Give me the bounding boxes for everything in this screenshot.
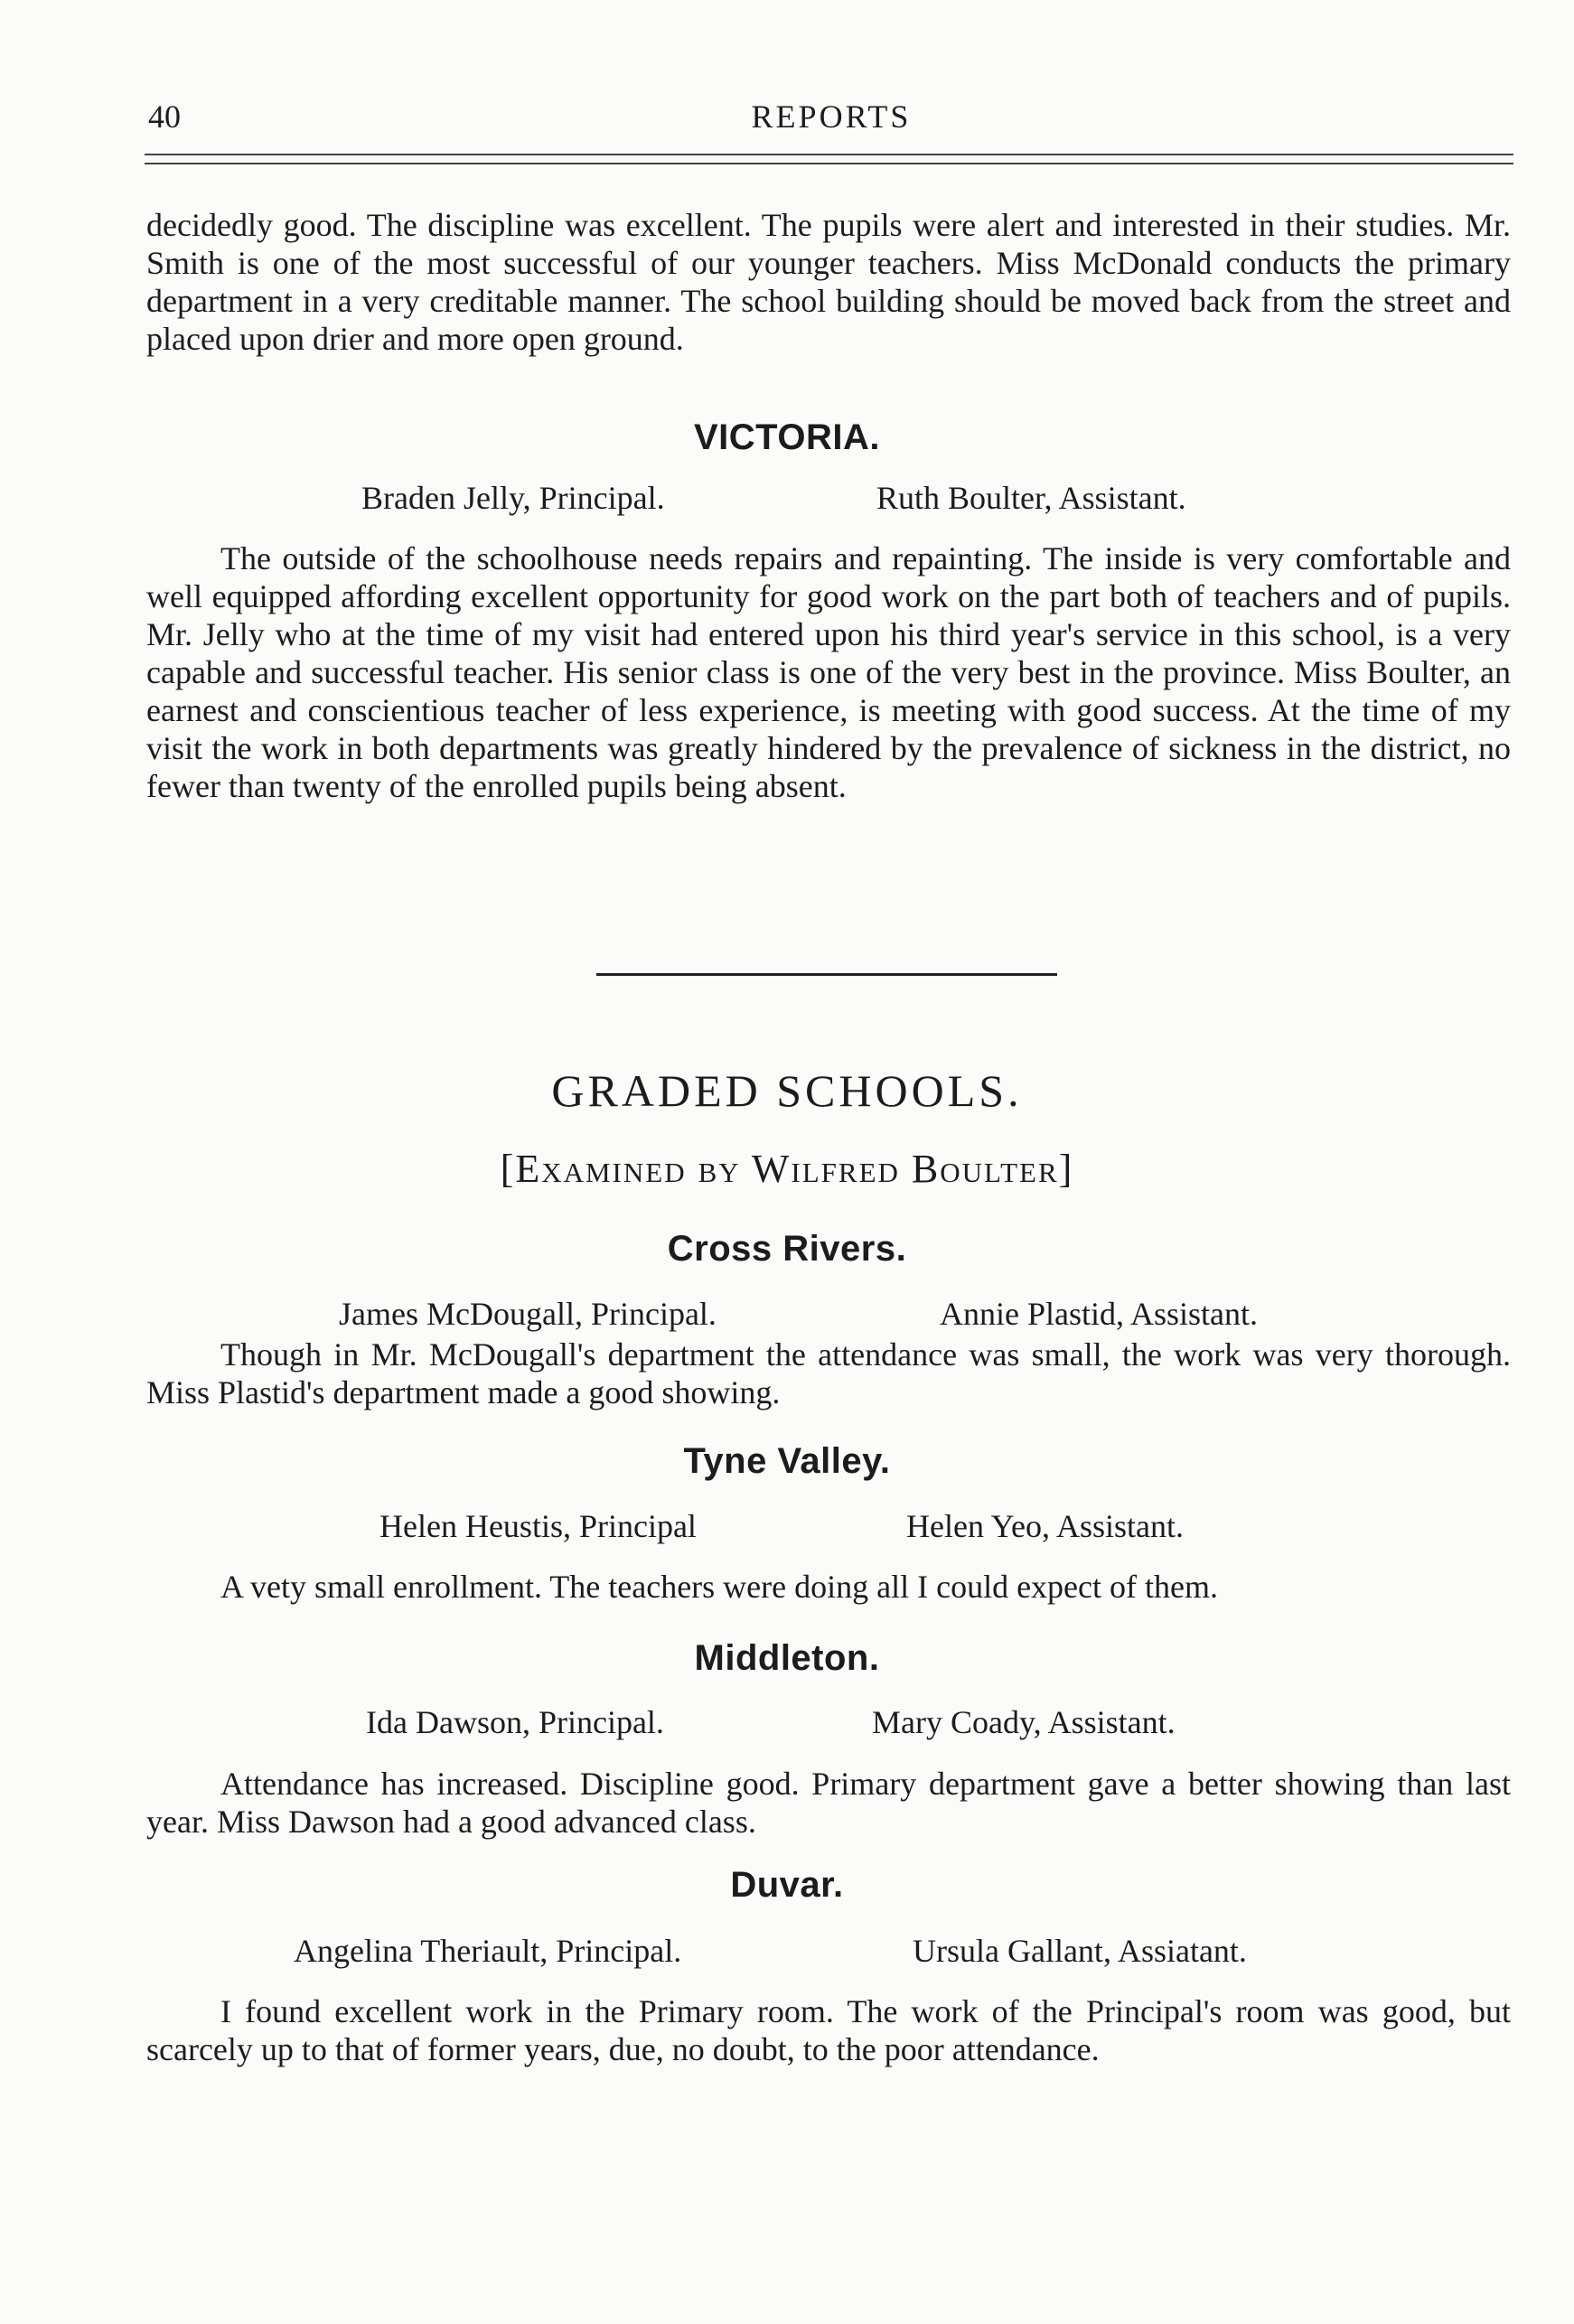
- duvar-assistant: Ursula Gallant, Assiatant.: [913, 1933, 1247, 1969]
- middleton-title: Middleton.: [694, 1638, 880, 1678]
- duvar-section: [146, 1992, 1511, 2068]
- cross-rivers-title: Cross Rivers.: [667, 1229, 907, 1269]
- page-number: 40: [148, 98, 181, 135]
- duvar-title: Duvar.: [730, 1865, 844, 1905]
- duvar-paragraph: I found excellent work in the Primary room. The work of the Principal's room was good, but scarcely up to that of former years, due, no doubt, to the poor attendance.: [146, 1993, 1511, 2067]
- middleton-section: [146, 1765, 1511, 1841]
- cross-rivers-section: [146, 1335, 1511, 1411]
- middleton-assistant: Mary Coady, Assistant.: [872, 1704, 1176, 1740]
- cross-rivers-principal: James McDougall, Principal.: [339, 1296, 717, 1332]
- tyne-valley-assistant: Helen Yeo, Assistant.: [906, 1508, 1185, 1544]
- cross-rivers-assistant: Annie Plastid, Assistant.: [940, 1296, 1259, 1332]
- tyne-valley-title: Tyne Valley.: [683, 1441, 891, 1481]
- middleton-paragraph: Attendance has increased. Discipline good. Primary department gave a better showing than last year. Miss Dawson had a good advanced class.: [146, 1766, 1511, 1840]
- tyne-valley-paragraph: A vety small enrollment. The teachers were doing all I could expect of them.: [220, 1569, 1218, 1605]
- victoria-principal: Braden Jelly, Principal.: [361, 480, 665, 516]
- intro-paragraph: decidedly good. The discipline was excellent. The pupils were alert and interested in their studies. Mr. Smith is one of the most successful of our younger teachers. Miss McDonald conducts the primary department in a very creditable manner. The school building should be moved back from the street and placed upon drier and more open ground.: [146, 207, 1511, 357]
- running-head: REPORTS: [751, 98, 912, 135]
- cross-rivers-paragraph: Though in Mr. McDougall's department the attendance was small, the work was very thorough. Miss Plastid's department made a good showing.: [146, 1336, 1511, 1410]
- graded-schools-title: GRADED SCHOOLS.: [551, 1065, 1023, 1116]
- page-header: [145, 98, 1518, 152]
- middleton-principal: Ida Dawson, Principal.: [366, 1704, 664, 1740]
- victoria-assistant: Ruth Boulter, Assistant.: [876, 480, 1186, 516]
- victoria-paragraph: The outside of the schoolhouse needs repairs and repainting. The inside is very comfortable and well equipped affording excellent opportunity for good work on the part both of teachers and of pupils. Mr. Jelly who at the time of my visit had entered upon his third year's service in this school, is a very capable and successful teacher. His senior class is one of the very best in the province. Miss Boulter, an earnest and conscientious teacher of less experience, is meeting with good success. At the time of my visit the work in both departments was greatly hindered by the prevalence of sickness in the district, no fewer than twenty of the enrolled pupils being absent.: [146, 540, 1511, 804]
- tyne-valley-principal: Helen Heustis, Principal: [379, 1508, 697, 1544]
- intro-section: [146, 206, 1511, 358]
- header-rule: [145, 154, 1513, 164]
- victoria-section: [146, 539, 1511, 805]
- victoria-title: VICTORIA.: [693, 417, 880, 457]
- duvar-principal: Angelina Theriault, Principal.: [294, 1933, 682, 1969]
- section-divider: [596, 973, 1057, 976]
- tyne-valley-section: [146, 1568, 1511, 1606]
- examiner-line: [Examined by Wilfred Boulter]: [500, 1147, 1074, 1191]
